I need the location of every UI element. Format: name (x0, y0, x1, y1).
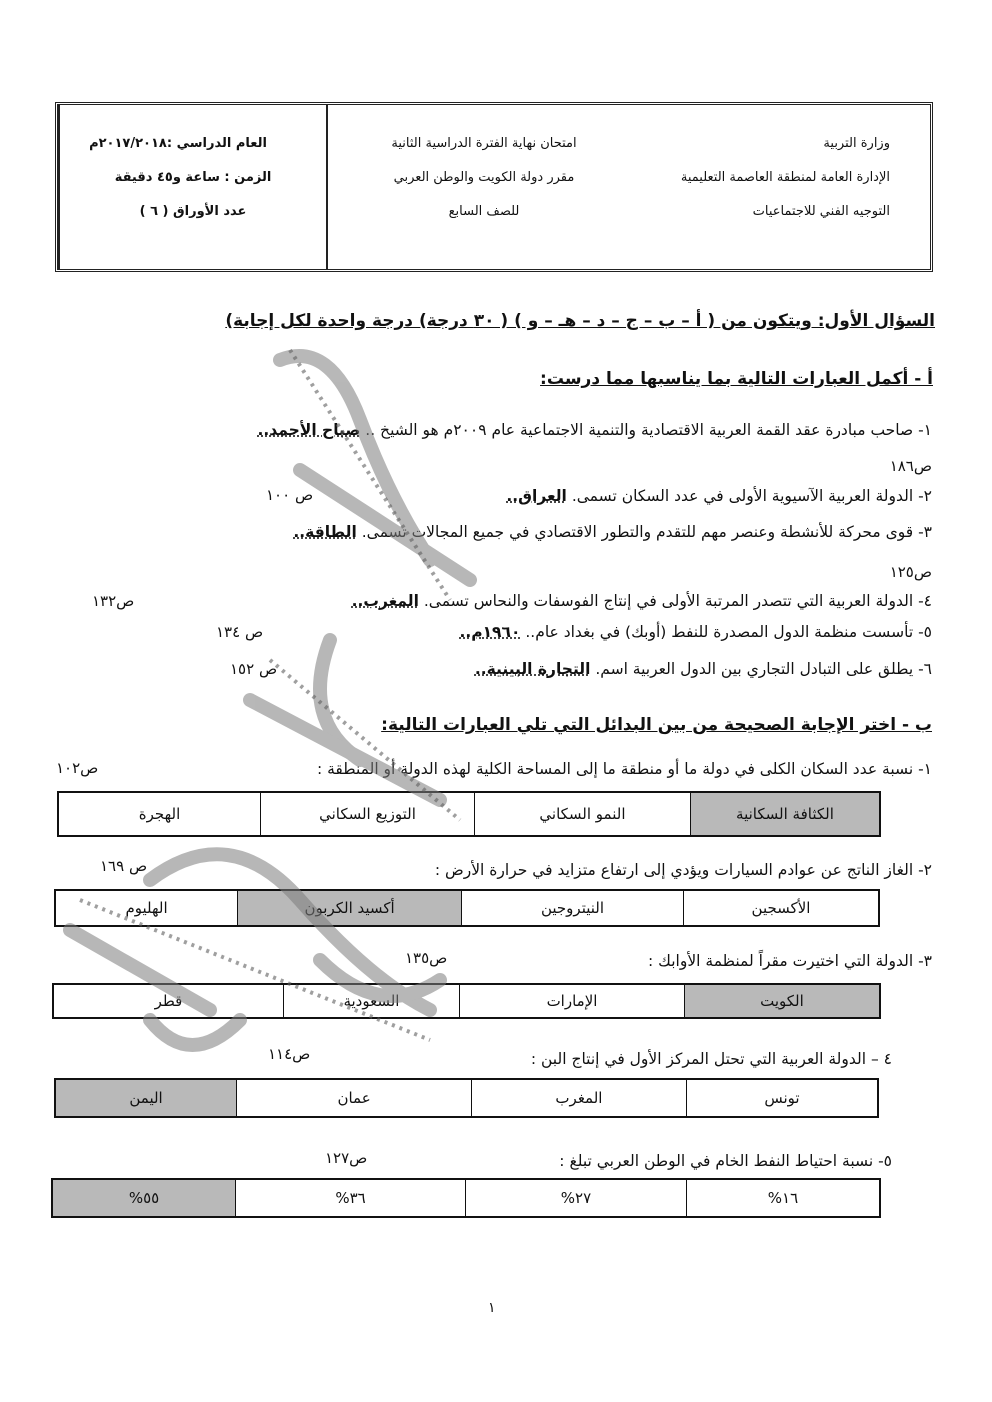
fill-item-3 (293, 523, 932, 541)
mcq-option[interactable]: النمو السكاني (474, 793, 690, 835)
page-ref: ص ١٣٤ (216, 623, 264, 641)
course-name: مقرر دولة الكويت والوطن العربي (393, 170, 575, 185)
page-number: ١ (488, 1300, 496, 1316)
mcq-options-1 (57, 791, 881, 837)
page-ref: ص١٢٥ (889, 563, 932, 581)
fill-item-answer: التجارة البينية.. (474, 660, 591, 678)
exam-header (55, 102, 933, 272)
mcq-option[interactable]: السعودية (283, 985, 459, 1017)
fill-item-answer: العراق.. (506, 487, 567, 505)
mcq-option[interactable]: النيتروجين (461, 891, 683, 925)
mcq-options-2 (54, 889, 880, 927)
mcq-option[interactable]: التوزيع السكاني (260, 793, 474, 835)
mcq-option[interactable]: الهجرة (138, 805, 181, 823)
mcq-option[interactable]: الأكسجين (683, 891, 878, 925)
page-ref: ص١٣٥ (405, 949, 448, 967)
mcq-option[interactable]: اليمن (56, 1080, 236, 1116)
header-ministry (640, 105, 930, 269)
fill-item-answer: صباح الأحمد.. (257, 421, 361, 439)
question-title: السؤال الأول: ويتكون من ( أ – ب – ج – د – هـ – و ) ( ٣٠ درجة) درجة واحدة لكل إجابة) (225, 311, 935, 331)
header-meta (58, 105, 326, 269)
fill-item-text: ٣- قوى محركة للأنشطة وعنصر مهم للتقدم والتطور الاقتصادي في جميع المجالات تسمى. (361, 523, 932, 541)
mcq-question-3: ٣- الدولة التي اختيرت مقراً لمنظمة الأوابك : (648, 952, 932, 970)
ministry-name: وزارة التربية (823, 136, 890, 151)
mcq-option[interactable]: الإمارات (459, 985, 684, 1017)
fill-item-4 (352, 592, 932, 610)
academic-year: العام الدراسي :٢٠١٧/٢٠١٨م (89, 136, 267, 151)
mcq-option[interactable]: المغرب (471, 1080, 686, 1116)
exam-duration: الزمن : ساعة و٤٥ دقيقة (114, 170, 272, 185)
mcq-option[interactable]: ٢٧% (465, 1180, 686, 1216)
mcq-question-2: ٢- الغاز الناتج عن عوادم السيارات ويؤدي إلى ارتفاع متزايد في حرارة الأرض : (434, 861, 932, 879)
page-ref: ص١١٤ (268, 1045, 311, 1063)
mcq-option[interactable]: تونس (686, 1080, 877, 1116)
page-count: عدد الأوراق ( ٦ ) (139, 204, 247, 219)
fill-item-1 (258, 421, 933, 439)
page-ref: ص١٢٧ (325, 1149, 368, 1167)
fill-item-answer: المغرب.. (351, 592, 419, 610)
fill-item-answer: ١٩٦٠م.. (459, 623, 521, 641)
mcq-option[interactable]: الكويت (684, 985, 879, 1017)
fill-item-text: ٦- يطلق على التبادل التجاري بين الدول العربية اسم. (595, 660, 932, 678)
section-b-title: ب - اختر الإجابة الصحيحة من بين البدائل التي تلي العبارات التالية: (381, 715, 932, 735)
page-ref: ص١٠٢ (56, 759, 99, 777)
fill-item-text: ٢- الدولة العربية الآسيوية الأولى في عدد السكان تسمى. (571, 487, 932, 505)
exam-name: امتحان نهاية الفترة الدراسية الثانية (391, 136, 577, 151)
page-ref: ص ١٥٢ (230, 660, 278, 678)
fill-item-text: ٥- تأسست منظمة الدول المصدرة للنفط (أوبك) في بغداد عام.. (525, 623, 932, 641)
mcq-option[interactable]: أكسيد الكربون (237, 891, 461, 925)
page-ref: ص١٨٦ (889, 457, 932, 475)
mcq-option[interactable]: ١٦% (686, 1180, 879, 1216)
fill-item-6 (475, 660, 932, 678)
mcq-option[interactable]: ٥٥% (53, 1180, 235, 1216)
fill-item-text: ٤- الدولة العربية التي تتصدر المرتبة الأولى في إنتاج الفوسفات والنحاس تسمى. (423, 592, 932, 610)
district-name: الإدارة العامة لمنطقة العاصمة التعليمية (680, 170, 890, 185)
header-exam-info (326, 105, 640, 269)
page-ref: ص١٣٢ (92, 592, 135, 610)
mcq-options-3 (52, 983, 881, 1019)
fill-item-answer: الطاقة.. (293, 523, 357, 541)
grade-name: للصف السابع (448, 204, 520, 219)
mcq-option[interactable]: الكثافة السكانية (690, 793, 879, 835)
section-a-title: أ - أكمل العبارات التالية بما يناسبها مما درست: (540, 369, 933, 389)
mcq-option[interactable]: ٣٦% (235, 1180, 465, 1216)
mcq-options-4 (54, 1078, 879, 1118)
mcq-question-4: ٤ – الدولة العربية التي تحتل المركز الأول في إنتاج البن : (530, 1050, 892, 1068)
department-name: التوجيه الفني للاجتماعيات (752, 204, 890, 219)
page-ref: ص ١٦٩ (100, 857, 148, 875)
mcq-options-5 (51, 1178, 881, 1218)
fill-item-text: ١- صاحب مبادرة عقد القمة العربية الاقتصادية والتنمية الاجتماعية عام ٢٠٠٩م هو الشيخ .. (365, 421, 932, 439)
mcq-option[interactable]: الهليوم (125, 899, 168, 917)
mcq-question-1: ١- نسبة عدد السكان الكلى في دولة ما أو منطقة ما إلى المساحة الكلية لهذه الدولة أو المنطقة : (316, 760, 932, 778)
mcq-question-5: ٥- نسبة احتياط النفط الخام في الوطن العربي تبلغ : (559, 1152, 892, 1170)
mcq-option[interactable]: عمان (236, 1080, 471, 1116)
fill-item-2 (506, 487, 932, 505)
page-ref: ص ١٠٠ (266, 486, 314, 504)
fill-item-5 (459, 623, 932, 641)
mcq-option[interactable]: قطر (154, 992, 183, 1010)
